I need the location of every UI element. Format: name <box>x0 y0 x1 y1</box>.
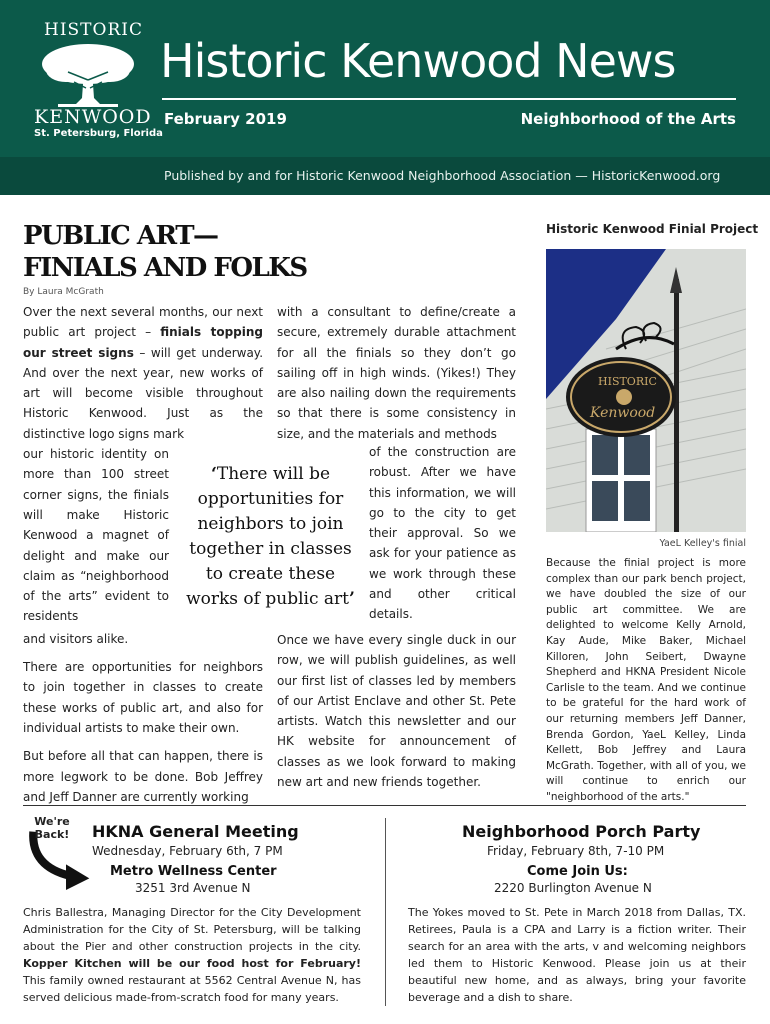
logo-city: St. Petersburg, Florida <box>34 128 163 139</box>
logo-bottom-text: KENWOOD <box>34 106 152 128</box>
article-paragraph-1-end: and visitors alike. <box>23 631 129 646</box>
porch-party-invite: Come Join Us: <box>527 864 628 879</box>
issue-date: February 2019 <box>164 110 287 128</box>
article-column-2-top: with a consultant to define/create a secure, extremely durable attachment for all the finials so they don’t go sailing off in high winds. (Yikes!) They are also nailing down the requirements so that there is some consistency in size, and the materials and methods <box>277 305 516 441</box>
tagline: Neighborhood of the Arts <box>520 110 736 128</box>
meeting-venue: Metro Wellness Center <box>110 864 277 879</box>
svg-text:HISTORIC: HISTORIC <box>598 375 657 388</box>
meeting-when: Wednesday, February 6th, 7 PM <box>92 844 283 858</box>
article-paragraph-3: But before all that can happen, there is more legwork to be done. Bob Jeffrey and Jeff Danner are currently working <box>23 749 263 804</box>
article-paragraph-1: Over the next several months, our next public art project – finials topping our street signs – will get underway. And over the next year, new works of art will become visible throughout Historic Kenwood. Just as the distinctive logo signs mark <box>23 305 264 441</box>
porch-party-address: 2220 Burlington Avenue N <box>494 881 652 895</box>
masthead-rule <box>162 98 736 100</box>
article-paragraph-1-wrap: our historic identity on more than 100 street corner signs, the finials will make Historic Kenwood a magnet of delight and make our claim as “neighborhood of the arts” evident to residents <box>23 447 169 624</box>
article-byline: By Laura McGrath <box>23 287 104 297</box>
sidebar-text: Because the finial project is more complex than our park bench project, we have doubled the size of our public art committee. We are delighted to welcome Kelly Arnold, Kay Aude, Mike Baker, Michael Killoren, John Seibert, Dwayne Shepherd and HKNA President Nicole Carlisle to the team. And we continue to be grateful for the hard work of our returning members Jeff Danner, Brenda Gordon, YaeL Kelley, Linda Kellett, Bob Jeffrey and Laura McGrath. Together, with all of you, we will continue to enrich our "neighborhood of the arts." <box>546 557 746 803</box>
meeting-title: HKNA General Meeting <box>92 822 299 841</box>
were-back-badge: We're Back! <box>34 815 70 841</box>
article-paragraph-2: There are opportunities for neighbors to join together in classes to create these works of public art, and also for individual artists to make their own. <box>23 660 263 735</box>
section-divider <box>23 805 746 806</box>
logo-top-text: HISTORIC <box>44 20 143 40</box>
meeting-address: 3251 3rd Avenue N <box>135 881 251 895</box>
finial-photo <box>546 249 746 532</box>
historic-kenwood-logo <box>28 20 163 145</box>
pull-quote: ‘There will be opportunities for neighbors to join together in classes to create these works of public art’ <box>186 464 355 609</box>
photo-caption: YaeL Kelley's finial <box>659 538 746 549</box>
meeting-description: Chris Ballestra, Managing Director for the City Development Administration for the City of St. Petersburg, will be talking about the Pier and other construction projects in the city. Kopper Kitchen will be our food host for February! This family owned restaurant at 5562 Central Avenue N, has served delicious made-from-scratch food for many years. <box>23 906 361 1004</box>
svg-text:Kenwood: Kenwood <box>590 405 656 421</box>
events-divider <box>385 818 386 1006</box>
article-column-2-middle: of the construction are robust. After we have this information, we will go to the city to get their approval. So we ask for your patience as we work through these and other critical details. <box>369 445 516 622</box>
oak-tree-icon <box>38 40 138 110</box>
article-column-2-bottom: Once we have every single duck in our row, we will publish guidelines, as well our first list of classes led by members of our Artist Enclave and other St. Pete artists. Watch this newsletter and our HK website for announcement of classes as we look forward to making new art and new friends together. <box>277 633 516 790</box>
porch-party-description: The Yokes moved to St. Pete in March 2018 from Dallas, TX. Retirees, Paula is a CPA and Larry is a fiction writer. Their search for an area with the arts, v and welcoming neighbors led them to Historic Kenwood. Please join us at their beautiful new home, and as always, bring your favorite beverage and a dish to share. <box>408 906 746 1004</box>
sidebar-title: Historic Kenwood Finial Project <box>546 222 759 236</box>
headline-line-2: FINIALS AND FOLKS <box>23 253 307 283</box>
newsletter-title: Historic Kenwood News <box>160 34 676 88</box>
porch-party-when: Friday, February 8th, 7-10 PM <box>487 844 665 858</box>
porch-party-title: Neighborhood Porch Party <box>462 822 701 841</box>
publisher-line: Published by and for Historic Kenwood Neighborhood Association — HistoricKenwood.org <box>164 168 721 183</box>
headline-line-1: PUBLIC ART— <box>23 221 218 251</box>
article-headline <box>23 220 307 284</box>
